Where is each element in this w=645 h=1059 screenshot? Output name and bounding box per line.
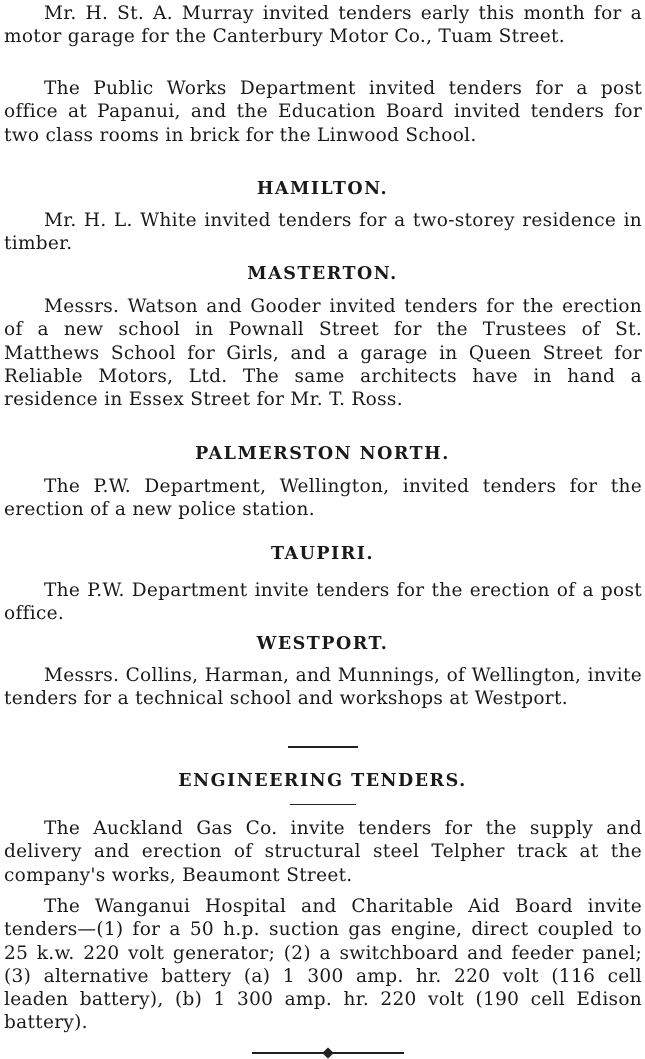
paragraph-taupiri-pw: The P.W. Department invite tenders for the erection of a post office. [4, 580, 642, 625]
heading-westport: WESTPORT. [256, 634, 389, 654]
paragraph-wanganui-hospital: The Wanganui Hospital and Charitable Aid Board invite tenders—(1) for a 50 h.p. suction gas engine, direct coupled to 25 k.w. 220 volt generator; (2) a switchboard and feeder panel; (3) alternative battery (a) 1 300 amp. hr. 220 volt (116 cell leaden battery), (b) 1 300 amp. hr. 220 volt (190 cell Edison battery). [4, 896, 642, 1034]
paragraph-auckland-gas: The Auckland Gas Co. invite tenders for the supply and delivery and erection of structural steel Telpher track at the company's works, Beaumont Street. [4, 818, 642, 886]
paragraph-hamilton-white: Mr. H. L. White invited tenders for a two-storey residence in timber. [4, 210, 642, 255]
heading-underline-rule [290, 804, 356, 805]
heading-palmerston-north: PALMERSTON NORTH. [195, 444, 450, 464]
paragraph-westport-collins: Messrs. Collins, Harman, and Munnings, of Wellington, invite tenders for a technical school and workshops at Westport. [4, 665, 642, 710]
paragraph-masterton-watson: Messrs. Watson and Gooder invited tenders for the erection of a new school in Pownall Street for the Trustees of St. Matthews School for Girls, and a garage in Queen Street for Reliable Motors, Ltd. The same architects have in hand a residence in Essex Street for Mr. T. Ross. [4, 296, 642, 411]
paragraph-murray-garage: Mr. H. St. A. Murray invited tenders early this month for a motor garage for the Canterbury Motor Co., Tuam Street. [4, 3, 642, 48]
heading-taupiri: TAUPIRI. [270, 544, 375, 564]
heading-engineering-tenders: ENGINEERING TENDERS. [178, 771, 467, 791]
paragraph-palmerston-pw: The P.W. Department, Wellington, invited tenders for the erection of a new police station. [4, 476, 642, 521]
heading-masterton: MASTERTON. [247, 264, 398, 284]
heading-hamilton: HAMILTON. [256, 179, 389, 199]
paragraph-public-works: The Public Works Department invited tenders for a post office at Papanui, and the Education Board invited tenders for two class rooms in brick for the Linwood School. [4, 78, 642, 146]
end-ornament-diamond [322, 1047, 333, 1058]
section-divider-rule [288, 746, 358, 748]
